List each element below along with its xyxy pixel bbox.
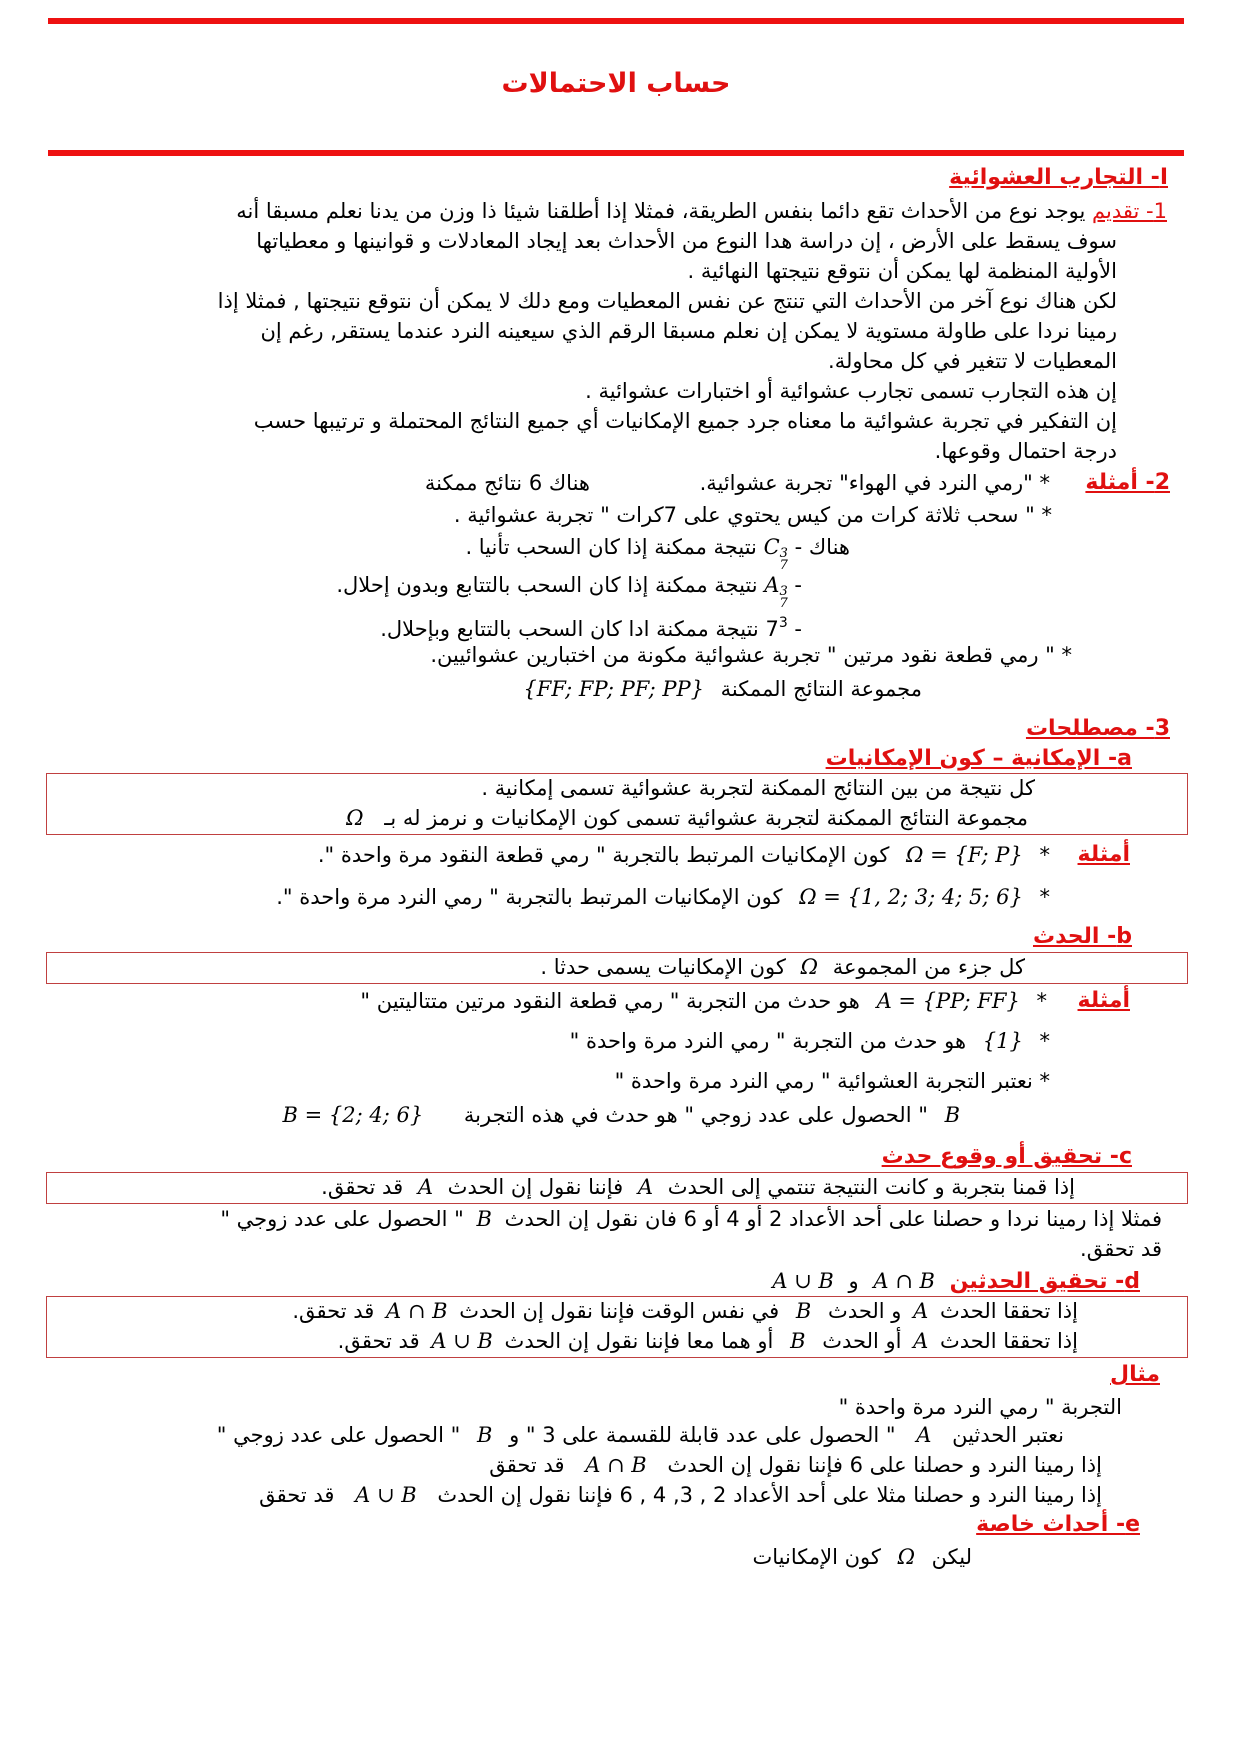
intro-line-1	[236, 196, 1167, 226]
example-coins-outcomes	[523, 674, 922, 704]
example-coins: * " رمي قطعة نقود مرتين " تجربة عشوائية مكونة من اختبارين عشوائيين.	[430, 643, 1072, 667]
term-a-example-2: * Ω = {1, 2; 3; 4; 5; 6} كون الإمكانيات المرتبط بالتجربة " رمي النرد مرة واحدة ".	[276, 885, 1050, 909]
term-b-heading: b- الحدث	[1032, 924, 1132, 949]
term-d-definition-1: إذا تحققا الحدث A و الحدث B في نفس الوقت فإننا نقول إن الحدث A ∩ B قد تحقق.	[292, 1299, 1078, 1323]
term-a-heading: a- الإمكانية – كون الإمكانيات	[825, 746, 1132, 771]
paragraph-2-line-3: المعطيات لا تتغير في كل محاولة.	[828, 349, 1117, 373]
top-red-rule	[48, 18, 1184, 24]
term-d-heading: d- تحقيق الحدثين A ∩ B و A ∪ B	[772, 1269, 1140, 1294]
paragraph-4-line-1: إن التفكير في تجربة عشوائية ما معناه جرد جميع الإمكانيات أي جميع النتائج المحتملة و ترتيبها حسب	[253, 409, 1117, 433]
term-c-heading: c- تحقيق أو وقوع حدث	[881, 1144, 1132, 1169]
combination-prefix: هناك -	[794, 535, 850, 559]
section-1-heading: I- التجارب العشوائية	[949, 165, 1168, 190]
term-b-example-1: * A = {PP; FF} هو حدث من التجربة " رمي قطعة النقود مرتين متتاليتين "	[360, 989, 1047, 1013]
arrangement-text: نتيجة ممكنة إذا كان السحب بالتتابع وبدون إحلال.	[336, 573, 758, 597]
paragraph-4-line-2: درجة احتمال وقوعها.	[934, 439, 1117, 463]
term-b-example-3-event: B " الحصول على عدد زوجي " هو حدث في هذه التجربة B = {2; 4; 6}	[282, 1103, 960, 1127]
event-set-one: {1}	[982, 1029, 1023, 1053]
term-c-example-line-2: قد تحقق.	[1080, 1237, 1162, 1261]
term-e-line-1: ليكن Ω كون الإمكانيات	[752, 1545, 972, 1569]
term-c-example-line-1: فمثلا إذا رمينا نردا و حصلنا على أحد الأعداد 2 أو 4 أو 6 فان نقول إن الحدث B " الحصول على عدد زوجي "	[220, 1207, 1162, 1231]
power-symbol: $7^3$	[765, 615, 788, 641]
term-b-examples-label: أمثلة	[1077, 988, 1130, 1013]
paragraph-3: إن هذه التجارب تسمى تجارب عشوائية أو اختبارات عشوائية .	[585, 379, 1117, 403]
replacement-prefix: -	[794, 617, 802, 641]
omega-set-dice: Ω = {1, 2; 3; 4; 5; 6}	[799, 885, 1023, 909]
replacement-text: نتيجة ممكنة ادا كان السحب بالتتابع وبإحلال.	[380, 617, 759, 641]
terms-heading: 3- مصطلحات	[1025, 716, 1170, 741]
term-b-definition: كل جزء من المجموعة Ω كون الإمكانيات يسمى حدثا .	[540, 955, 1025, 979]
example-balls-arrangement	[336, 570, 802, 610]
example-line-1: التجربة " رمي النرد مرة واحدة "	[838, 1395, 1122, 1419]
combination-symbol: C 3 7	[763, 535, 788, 573]
term-a-definition-2: مجموعة النتائج الممكنة لتجربة عشوائية تسمى كون الإمكانيات و نرمز له بـ Ω	[346, 806, 1028, 830]
example-balls-combination	[465, 532, 850, 572]
arrangement-prefix: -	[794, 573, 802, 597]
term-a-definition-1: كل نتيجة من بين النتائج الممكنة لتجربة عشوائية تسمى إمكانية .	[481, 776, 1035, 800]
example-balls-replacement	[380, 608, 802, 644]
page-title: حساب الاحتمالات	[501, 68, 731, 99]
example-line-4: إذا رمينا النرد و حصلنا مثلا على أحد الأعداد 2 , 3, 4 , 6 فإننا نقول إن الحدث A ∪ B قد تحقق	[259, 1483, 1102, 1507]
paragraph-2-line-1: لكن هناك نوع آخر من الأحداث التي تنتج عن نفس المعطيات ومع دلك لا يمكن أن نتوقع نتيجتها , فمثلا إذا	[217, 289, 1117, 313]
example-dice: * "رمي النرد في الهواء" تجربة عشوائية.	[699, 471, 1050, 495]
example-dice-outcomes: هناك 6 نتائج ممكنة	[424, 471, 590, 495]
examples-heading: 2- أمثلة	[1085, 470, 1170, 495]
event-set-coins: A = {PP; FF}	[876, 989, 1020, 1013]
intro-line-2: سوف يسقط على الأرض ، إن دراسة هدا النوع من الأحداث بعد إيجاد المعادلات و قوانينها و معطياتها	[256, 229, 1117, 253]
term-a-examples-label: أمثلة	[1077, 842, 1130, 867]
example-balls: * " سحب ثلاثة كرات من كيس يحتوي على 7كرات " تجربة عشوائية .	[453, 503, 1052, 527]
example-line-3: إذا رمينا النرد و حصلنا على 6 فإننا نقول إن الحدث A ∩ B قد تحقق	[489, 1453, 1102, 1477]
omega-symbol: Ω	[346, 806, 364, 830]
term-c-definition: إذا قمنا بتجربة و كانت النتيجة تنتمي إلى الحدث A فإننا نقول إن الحدث A قد تحقق.	[321, 1175, 1075, 1199]
title-red-rule	[48, 150, 1184, 156]
term-a-example-1: * Ω = {F; P} كون الإمكانيات المرتبط بالتجربة " رمي قطعة النقود مرة واحدة ".	[317, 843, 1050, 867]
example-heading: مثال	[1110, 1362, 1160, 1387]
intro-text: يوجد نوع من الأحداث تقع دائما بنفس الطريقة، فمثلا إذا أطلقنا شيئا ذا وزن من يدنا نعلم مسبقا أنه	[236, 199, 1093, 223]
term-d-definition-2: إذا تحققا الحدث A أو الحدث B أو هما معا فإننا نقول إن الحدث A ∪ B قد تحقق.	[337, 1329, 1078, 1353]
outcomes-label: مجموعة النتائج الممكنة	[720, 677, 922, 701]
paragraph-2-line-2: رمينا نردا على طاولة مستوية لا يمكن إن نعلم مسبقا الرقم الذي سيعينه النرد عندما يستقر, رغم إن	[260, 319, 1117, 343]
event-set-even: B = {2; 4; 6}	[282, 1103, 424, 1127]
term-b-example-3: * نعتبر التجربة العشوائية " رمي النرد مرة واحدة "	[614, 1069, 1050, 1093]
combination-text: نتيجة ممكنة إذا كان السحب تأنيا .	[465, 535, 757, 559]
arrangement-symbol: A 3 7	[764, 573, 788, 611]
example-line-2: نعتبر الحدثين A " الحصول على عدد قابلة للقسمة على 3 " و B " الحصول على عدد زوجي "	[216, 1423, 1064, 1447]
term-b-example-2: * {1} هو حدث من التجربة " رمي النرد مرة واحدة "	[569, 1029, 1050, 1053]
outcomes-set: {FF; FP; PF; PP}	[523, 677, 704, 701]
intro-line-3: الأولية المنظمة لها يمكن أن نتوقع نتيجتها النهائية .	[687, 259, 1117, 283]
intro-label: 1- تقديم	[1092, 199, 1167, 223]
omega-set-coins: Ω = {F; P}	[906, 843, 1023, 867]
term-e-heading: e- أحداث خاصة	[976, 1512, 1140, 1537]
